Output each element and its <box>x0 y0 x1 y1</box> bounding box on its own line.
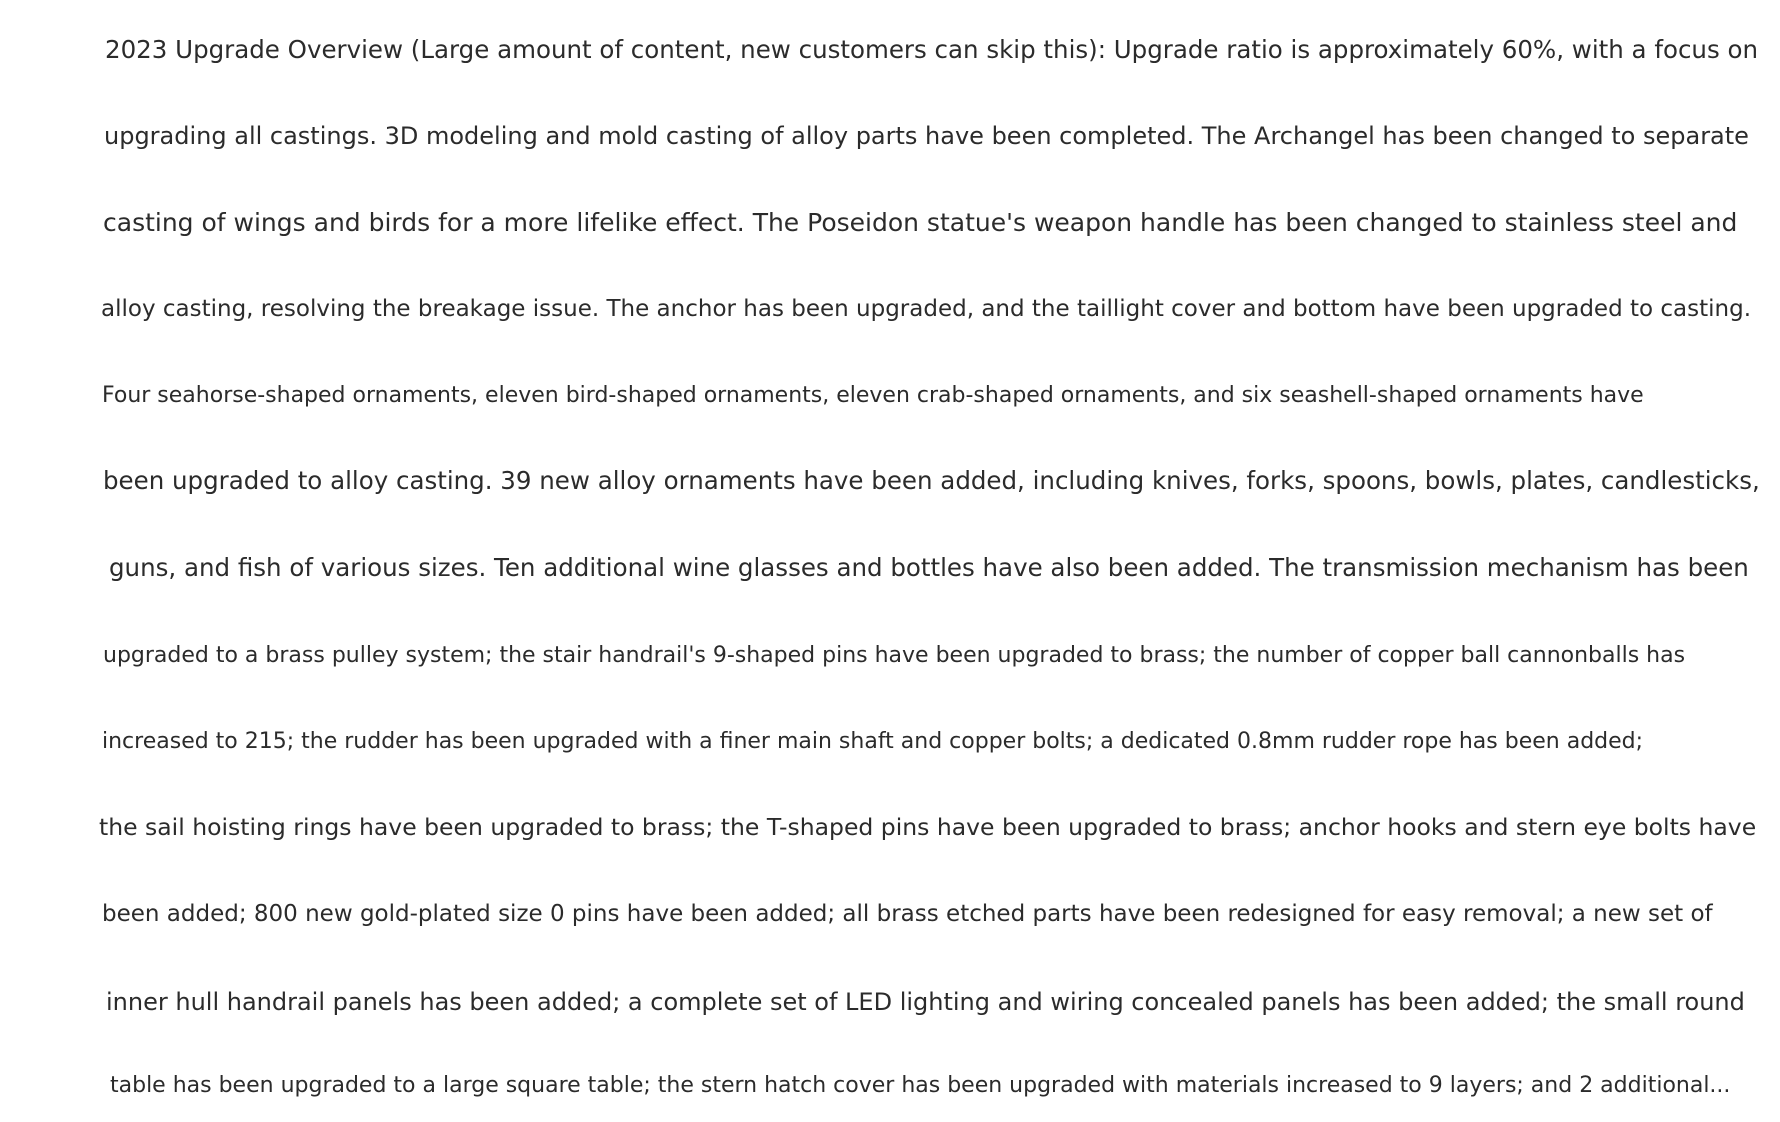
text-line-2: upgrading all castings. 3D modeling and mold casting of alloy parts have been completed. The Archangel has been changed to separate <box>104 122 1749 150</box>
text-line-9: increased to 215; the rudder has been upgraded with a finer main shaft and copper bolts; a dedicated 0.8mm rudder rope has been added; <box>102 729 1644 754</box>
text-line-13: table has been upgraded to a large square table; the stern hatch cover has been upgraded with materials increased to 9 layers; and 2 additional... <box>110 1073 1731 1098</box>
text-line-4: alloy casting, resolving the breakage issue. The anchor has been upgraded, and the taillight cover and bottom have been upgraded to casting. <box>101 296 1752 322</box>
text-line-10: the sail hoisting rings have been upgraded to brass; the T-shaped pins have been upgraded to brass; anchor hooks and stern eye bolts have <box>99 813 1757 841</box>
text-line-12: inner hull handrail panels has been added; a complete set of LED lighting and wiring concealed panels has been added; the small round <box>106 988 1745 1016</box>
text-line-1: 2023 Upgrade Overview (Large amount of content, new customers can skip this): Upgrade ratio is approximately 60%, with a focus on <box>105 35 1759 64</box>
text-line-8: upgraded to a brass pulley system; the stair handrail's 9-shaped pins have been upgraded to brass; the number of copper ball cannonballs has <box>103 643 1686 668</box>
text-line-11: been added; 800 new gold-plated size 0 pins have been added; all brass etched parts have been redesigned for easy removal; a new set of <box>102 901 1713 927</box>
text-line-7: guns, and fish of various sizes. Ten additional wine glasses and bottles have also been added. The transmission mechanism has been <box>109 553 1749 582</box>
text-line-5: Four seahorse-shaped ornaments, eleven bird-shaped ornaments, eleven crab-shaped ornaments, and six seashell-shaped ornaments have <box>102 383 1644 408</box>
text-line-3: casting of wings and birds for a more lifelike effect. The Poseidon statue's weapon handle has been changed to stainless steel and <box>103 208 1738 237</box>
text-line-6: been upgraded to alloy casting. 39 new alloy ornaments have been added, including knives, forks, spoons, bowls, plates, candlesticks, <box>103 466 1760 495</box>
